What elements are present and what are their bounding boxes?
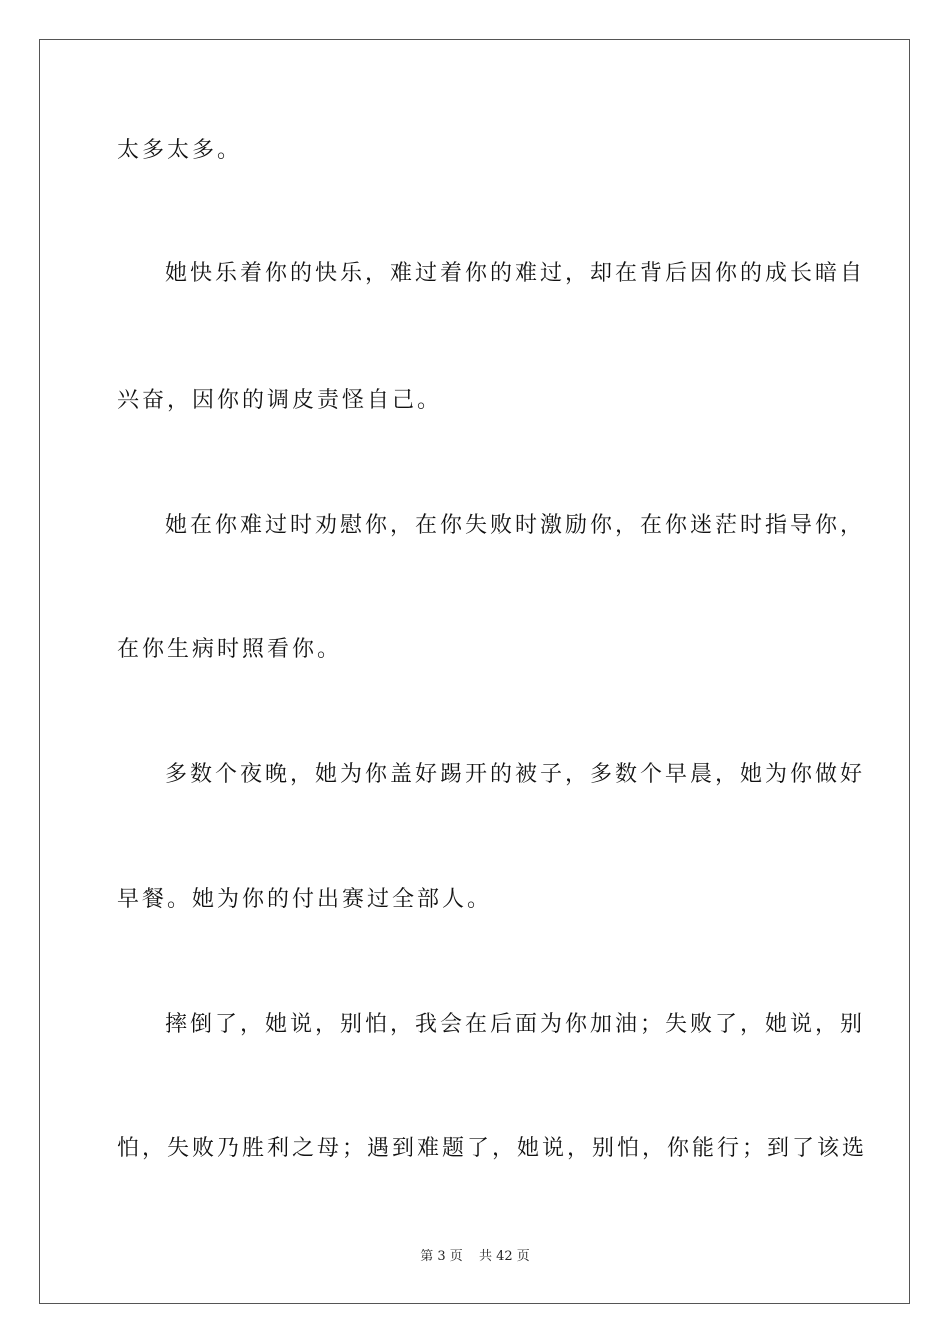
paragraph-first-line: 多数个夜晚，她为你盖好踢开的被子，多数个早晨，她为你做好	[165, 762, 866, 787]
text-line: 兴奋，因你的调皮责怪自己。	[117, 388, 443, 413]
page-number: 第 3 页	[420, 1249, 463, 1264]
paragraph-first-line: 她在你难过时劝慰你，在你失败时激励你，在你迷茫时指导你，	[165, 513, 866, 538]
text-line: 早餐。她为你的付出赛过全部人。	[117, 887, 493, 912]
paragraph-first-line: 摔倒了，她说，别怕，我会在后面为你加油；失败了，她说，别	[165, 1012, 866, 1037]
page-footer	[0, 1248, 950, 1266]
paragraph-first-line: 她快乐着你的快乐，难过着你的难过，却在背后因你的成长暗自	[165, 261, 866, 286]
text-line: 太多太多。	[117, 138, 243, 163]
page-frame	[39, 39, 910, 1304]
text-line: 怕，失败乃胜利之母；遇到难题了，她说，别怕，你能行；到了该选	[117, 1136, 868, 1161]
text-line: 在你生病时照看你。	[117, 637, 343, 662]
page-total: 共 42 页	[478, 1249, 530, 1264]
